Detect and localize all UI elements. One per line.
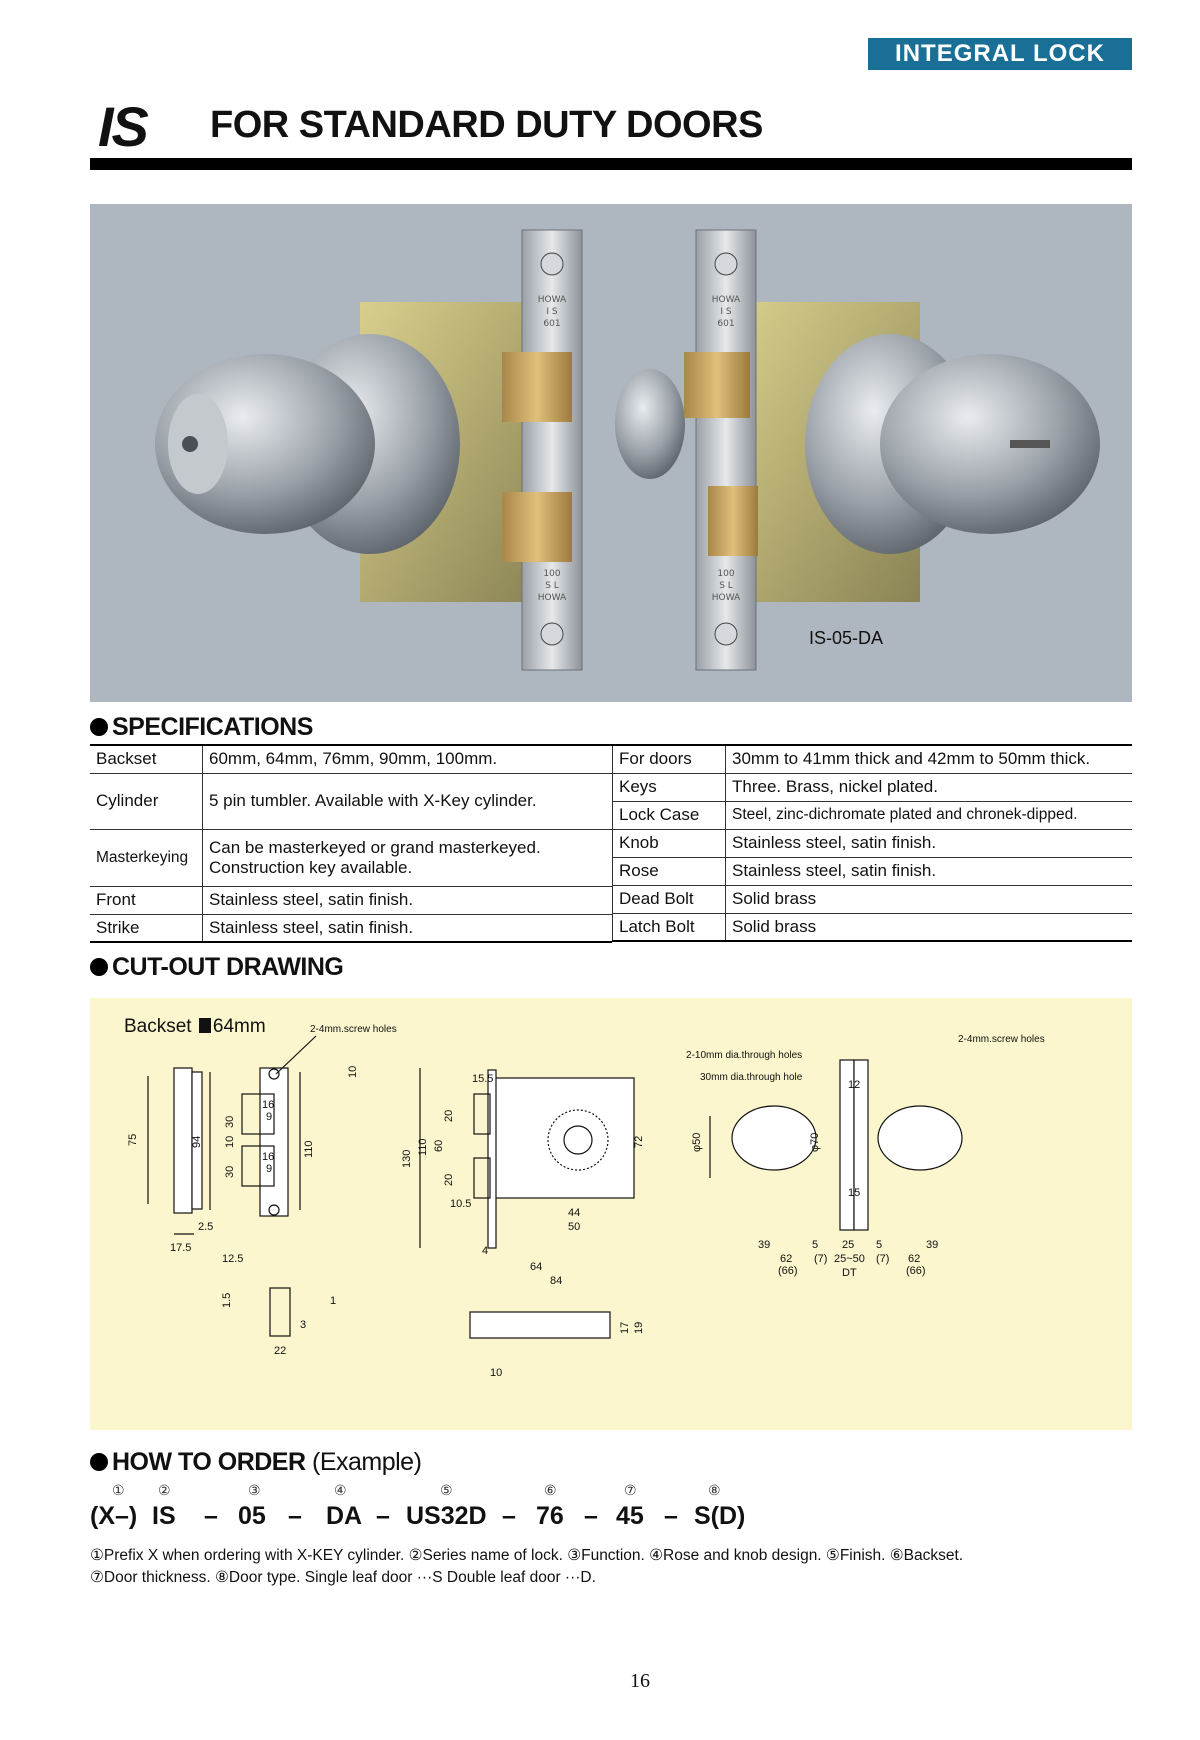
dim-label: φ70 <box>809 1132 821 1152</box>
knob-right <box>880 354 1100 534</box>
series-logo: IS <box>98 95 147 158</box>
backset-value: 64mm <box>212 1016 266 1037</box>
dim-label: 1.5 <box>221 1292 233 1308</box>
order-part: DA <box>326 1502 363 1530</box>
dash: – <box>204 1502 218 1530</box>
front-plate <box>191 1024 397 1357</box>
keyhole-icon <box>182 436 198 452</box>
dim-label: 16 <box>262 1151 275 1163</box>
screw-holes-note: 2-4mm.screw holes <box>958 1034 1045 1045</box>
spec-value: 60mm, 64mm, 76mm, 90mm, 100mm. <box>203 745 613 773</box>
dim-label: 72 <box>633 1135 645 1148</box>
dim-label: 10.5 <box>450 1198 472 1210</box>
dim-label: 22 <box>274 1345 287 1357</box>
order-note-1: ①Prefix X when ordering with X-KEY cylinder. ②Series name of lock. ③Function. ④Rose and knob design. ⑤Finish. ⑥Backset. <box>90 1547 964 1564</box>
screw-icon <box>541 253 563 275</box>
thumbturn-icon <box>1010 440 1050 448</box>
dim-label: 75 <box>127 1133 139 1146</box>
order-heading-text: HOW TO ORDER <box>112 1448 306 1476</box>
dim-label: 110 <box>303 1140 315 1158</box>
order-num: ⑥ <box>544 1482 557 1498</box>
spec-label: Rose <box>613 857 726 885</box>
order-num: ④ <box>334 1482 347 1498</box>
dim-label: 130 <box>401 1149 413 1168</box>
order-num: ⑧ <box>708 1482 721 1498</box>
order-num: ⑦ <box>624 1482 637 1498</box>
dead-bolt-right <box>684 352 750 418</box>
dim-label: 84 <box>550 1275 563 1287</box>
spec-value: Stainless steel, satin finish. <box>203 886 613 914</box>
spec-label: Lock Case <box>613 801 726 829</box>
spec-table-left <box>90 744 612 943</box>
order-heading <box>90 1448 421 1477</box>
dim-label: 10 <box>490 1367 503 1379</box>
screw-icon <box>541 623 563 645</box>
spec-label: Strike <box>90 914 203 942</box>
dim-label: 19 <box>633 1321 645 1334</box>
faceplate-text: HOWA <box>537 295 567 305</box>
order-num: ③ <box>248 1482 261 1498</box>
faceplate-text: HOWA <box>711 593 741 603</box>
side-view-drawing <box>691 1034 1045 1279</box>
dim-label: 39 <box>926 1239 939 1251</box>
dim-label: 39 <box>758 1239 771 1251</box>
order-num: ① <box>112 1482 125 1498</box>
dash: – <box>376 1502 390 1530</box>
dim-label: 9 <box>266 1163 273 1175</box>
table-row <box>90 745 612 773</box>
dim-label: 10 <box>347 1065 359 1078</box>
order-num: ⑤ <box>440 1482 453 1498</box>
order-code <box>90 1482 1132 1542</box>
spec-value: 5 pin tumbler. Available with X-Key cylinder. <box>203 773 613 829</box>
dim-label: 110 <box>417 1138 429 1156</box>
latch-bolt-left <box>502 492 572 562</box>
dim-label: 15 <box>848 1187 861 1199</box>
spec-label: Dead Bolt <box>613 885 726 913</box>
spec-value: Three. Brass, nickel plated. <box>726 773 1133 801</box>
bullet-icon <box>90 718 108 736</box>
order-part: US32D <box>406 1502 487 1530</box>
cutout-drawing <box>90 998 1132 1430</box>
table-row <box>90 773 612 829</box>
dim-label: 1 <box>330 1295 337 1307</box>
order-note-2: ⑦Door thickness. ⑧Door type. Single leaf door ···S Double leaf door ···D. <box>90 1569 596 1586</box>
spec-value: Solid brass <box>726 913 1133 941</box>
screw-holes-note: 2-4mm.screw holes <box>310 1024 397 1035</box>
table-row <box>613 745 1133 773</box>
dim-label: 30 <box>224 1115 236 1128</box>
dim-label: DT <box>842 1267 857 1279</box>
faceplate-text: S L <box>719 581 733 591</box>
order-part: S(D) <box>694 1502 746 1530</box>
dim-label: 4 <box>482 1245 489 1257</box>
order-part: (X–) <box>90 1502 138 1530</box>
faceplate-text: 601 <box>717 319 735 329</box>
spec-value: Stainless steel, satin finish. <box>203 914 613 942</box>
spec-table-right <box>612 744 1132 942</box>
order-num: ② <box>158 1482 171 1498</box>
spec-value: 30mm to 41mm thick and 42mm to 50mm thick. <box>726 745 1133 773</box>
product-photo <box>90 204 1132 702</box>
dim-label: φ50 <box>691 1132 703 1152</box>
bullet-icon <box>90 1453 108 1471</box>
dash: – <box>502 1502 516 1530</box>
order-part: 05 <box>238 1502 266 1530</box>
section-badge: INTEGRAL LOCK <box>868 38 1132 70</box>
page-number: 16 <box>630 1670 650 1692</box>
cutout-heading <box>90 953 343 982</box>
table-row <box>613 829 1133 857</box>
faceplate-text: 100 <box>543 569 561 579</box>
dim-label: 62 <box>780 1253 793 1265</box>
dim-label: 50 <box>568 1221 581 1233</box>
spec-label: For doors <box>613 745 726 773</box>
dead-bolt-left <box>502 352 572 422</box>
faceplate-text: HOWA <box>537 593 567 603</box>
screw-icon <box>715 253 737 275</box>
dim-label: 20 <box>443 1109 455 1122</box>
dim-label: 64 <box>530 1261 543 1273</box>
table-row <box>90 829 612 886</box>
through-hole-note: 30mm dia.through hole <box>700 1072 803 1083</box>
spec-label: Masterkeying <box>90 829 203 886</box>
dim-label: 5 <box>876 1239 883 1251</box>
dim-label: 12 <box>848 1079 861 1091</box>
spec-value: Stainless steel, satin finish. <box>726 829 1133 857</box>
page-title: FOR STANDARD DUTY DOORS <box>210 104 763 146</box>
dash: – <box>664 1502 678 1530</box>
dim-label: 9 <box>266 1111 273 1123</box>
dim-label: 16 <box>262 1099 275 1111</box>
model-caption: IS-05-DA <box>809 628 884 648</box>
spec-label: Front <box>90 886 203 914</box>
strike-plate <box>127 1068 213 1254</box>
specifications-heading-text: SPECIFICATIONS <box>112 713 313 741</box>
table-row <box>613 773 1133 801</box>
faceplate-text: S L <box>545 581 559 591</box>
dim-label: 30 <box>224 1165 236 1178</box>
order-part: IS <box>152 1502 176 1530</box>
dim-label: 2.5 <box>198 1221 214 1233</box>
table-row <box>90 914 612 942</box>
dim-label: 20 <box>443 1173 455 1186</box>
lock-case-drawing <box>401 1050 803 1379</box>
dim-label: 10 <box>224 1135 236 1148</box>
faceplate-text: I S <box>720 307 732 317</box>
spec-label: Cylinder <box>90 773 203 829</box>
order-heading-suffix: (Example) <box>312 1448 422 1476</box>
knob-right-back <box>615 369 685 479</box>
dim-label: 60 <box>433 1139 445 1152</box>
spec-label: Backset <box>90 745 203 773</box>
dash: – <box>288 1502 302 1530</box>
table-row <box>613 801 1133 829</box>
dim-label: 62 <box>908 1253 921 1265</box>
cutout-heading-text: CUT-OUT DRAWING <box>112 953 344 981</box>
dim-label: 25~50 <box>834 1253 865 1265</box>
dim-label: 17 <box>619 1321 631 1334</box>
dim-label: 94 <box>191 1135 203 1148</box>
faceplate-text: HOWA <box>711 295 741 305</box>
spec-value: Can be masterkeyed or grand masterkeyed. Construction key available. <box>203 829 613 886</box>
spec-value: Stainless steel, satin finish. <box>726 857 1133 885</box>
screw-icon <box>715 623 737 645</box>
through-holes-note: 2-10mm dia.through holes <box>686 1050 803 1061</box>
spec-value: Solid brass <box>726 885 1133 913</box>
dim-label: (7) <box>876 1253 890 1265</box>
spec-value: Steel, zinc-dichromate plated and chronek-dipped. <box>726 801 1133 829</box>
dim-label: (66) <box>906 1265 926 1277</box>
cutout-svg <box>90 998 1132 1430</box>
bullet-icon <box>90 958 108 976</box>
dash: – <box>584 1502 598 1530</box>
spec-label: Knob <box>613 829 726 857</box>
faceplate-text: I S <box>546 307 558 317</box>
dim-label: (7) <box>814 1253 828 1265</box>
order-part: 45 <box>616 1502 644 1530</box>
backset-label-text: Backset <box>124 1016 192 1037</box>
dim-label: 15.5 <box>472 1073 494 1085</box>
lock-illustration <box>90 204 1132 702</box>
dim-label: 3 <box>300 1319 307 1331</box>
table-row <box>613 857 1133 885</box>
table-row <box>90 886 612 914</box>
title-rule <box>90 158 1132 170</box>
spec-label: Keys <box>613 773 726 801</box>
dim-label: 25 <box>842 1239 855 1251</box>
faceplate-text: 601 <box>543 319 561 329</box>
specifications-heading <box>90 713 313 742</box>
latch-bolt-right <box>708 486 758 556</box>
faceplate-text: 100 <box>717 569 735 579</box>
order-part: 76 <box>536 1502 564 1530</box>
table-row <box>613 913 1133 941</box>
dim-label: 12.5 <box>222 1253 244 1265</box>
dim-label: 17.5 <box>170 1242 192 1254</box>
spec-label: Latch Bolt <box>613 913 726 941</box>
dim-label: (66) <box>778 1265 798 1277</box>
dim-label: 44 <box>568 1207 581 1219</box>
dim-label: 5 <box>812 1239 819 1251</box>
table-row <box>613 885 1133 913</box>
